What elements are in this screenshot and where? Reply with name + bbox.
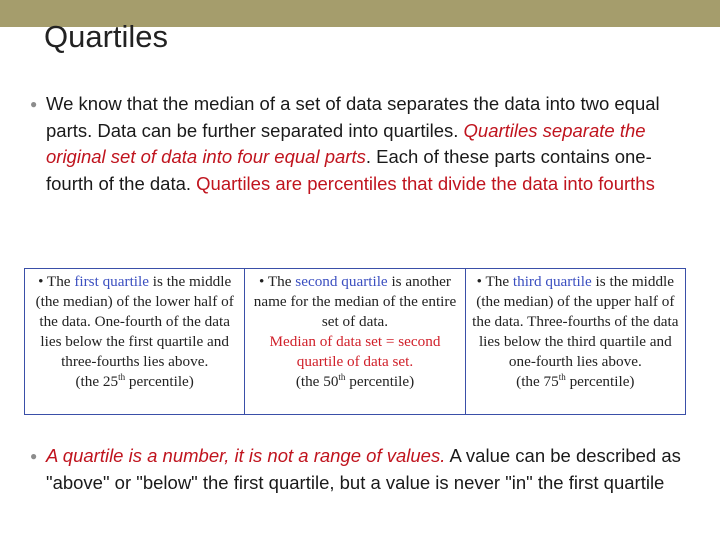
pct-pre: (the 25	[75, 373, 119, 390]
bullet-quartile-text	[46, 443, 694, 496]
intro-text-2: . Each of these parts contains one-fourth of the data.	[46, 146, 652, 194]
median-equation: Median of data set = second quartile of data set.	[269, 333, 441, 370]
cell-prefix: • The	[259, 273, 296, 290]
intro-text-1: We know that the median of a set of data separates the data into two equal parts. Data can be further separated into quartiles.	[46, 93, 660, 141]
first-quartile-term: first quartile	[74, 273, 149, 290]
slide-title: Quartiles	[44, 19, 169, 54]
third-quartile-cell	[466, 269, 685, 414]
first-quartile-body: is the middle (the median) of the lower half of the data. One-fourth of the data lies below the first quartile and three-fourths lies above.	[35, 273, 234, 370]
bullet-icon: ●	[30, 449, 38, 463]
intro-highlight-1: Quartiles separate the original set of data into four equal parts	[46, 119, 646, 167]
bullet-intro	[24, 91, 694, 197]
quartile-table	[24, 268, 686, 415]
pct-sup: th	[338, 371, 346, 382]
pct-post: percentile)	[125, 373, 194, 390]
quartile-highlight: A quartile is a number, it is not a range of values.	[46, 445, 446, 466]
pct-post: percentile)	[345, 373, 415, 390]
third-quartile-term: third quartile	[512, 273, 592, 290]
bullet-icon: ●	[30, 97, 38, 111]
first-quartile-percentile	[75, 373, 193, 390]
second-quartile-body: is another name for the median of the entire set of data.	[253, 273, 457, 330]
cell-prefix: • The	[476, 273, 513, 290]
cell-prefix: • The	[38, 273, 75, 290]
first-quartile-cell	[25, 269, 245, 414]
pct-sup: th	[118, 371, 126, 382]
second-quartile-term: second quartile	[295, 273, 388, 290]
pct-sup: th	[558, 371, 566, 382]
pct-pre: (the 75	[516, 373, 559, 390]
third-quartile-percentile	[516, 373, 634, 390]
intro-highlight-2: Quartiles are percentiles that divide the data into fourths	[196, 172, 655, 194]
pct-pre: (the 50	[295, 373, 339, 390]
bullet-intro-text	[46, 91, 694, 197]
quartile-text: A value can be described as "above" or "below" the first quartile, but a value is never "in" the first quartile	[46, 445, 681, 493]
second-quartile-cell	[245, 269, 465, 414]
pct-post: percentile)	[565, 373, 635, 390]
second-quartile-percentile	[296, 373, 414, 390]
bullet-quartile-number	[24, 443, 694, 496]
third-quartile-body: is the middle (the median) of the upper half of the data. Three-fourths of the data lies below the third quartile and one-fourth lies above.	[472, 273, 679, 370]
